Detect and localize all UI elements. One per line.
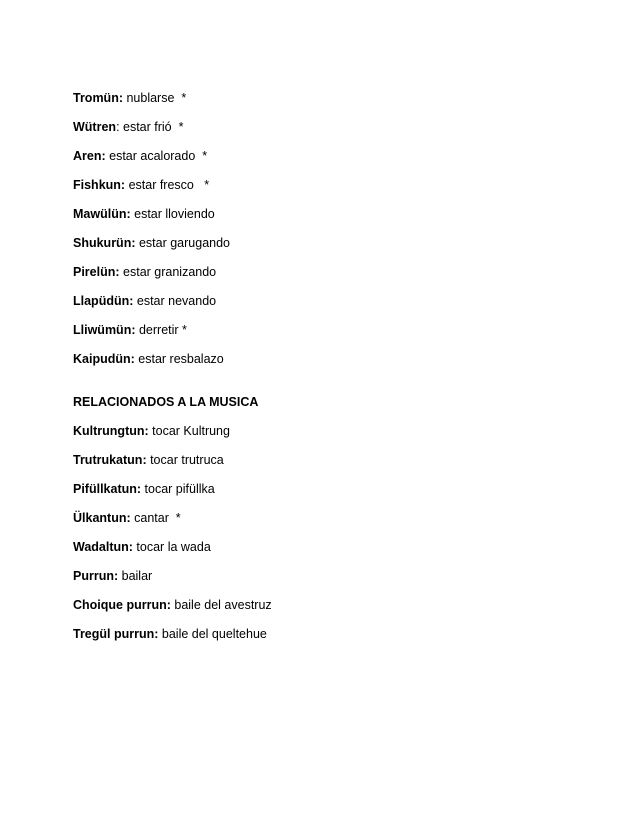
entry-definition: : estar frió * bbox=[116, 120, 184, 134]
section-heading-music: RELACIONADOS A LA MUSICA bbox=[73, 395, 259, 409]
vocab-entry-purrun bbox=[73, 568, 152, 584]
vocab-entry-pifullkatun bbox=[73, 481, 215, 497]
entry-definition: estar fresco * bbox=[125, 178, 210, 192]
entry-definition: tocar pifüllka bbox=[141, 482, 215, 496]
entry-term: Kaipudün: bbox=[73, 352, 135, 366]
entry-definition: baile del queltehue bbox=[158, 627, 267, 641]
vocab-entry-wadaltun bbox=[73, 539, 211, 555]
entry-term: Tregül purrun: bbox=[73, 627, 159, 641]
entry-definition: estar nevando bbox=[133, 294, 217, 308]
entry-term: Choique purrun: bbox=[73, 598, 171, 612]
vocab-entry-pirelun bbox=[73, 264, 216, 280]
entry-term: Shukurün: bbox=[73, 236, 136, 250]
entry-term: Pifüllkatun: bbox=[73, 482, 142, 496]
vocab-entry-kaipudun bbox=[73, 351, 224, 367]
entry-term: Wütren bbox=[73, 120, 117, 134]
vocab-entry-tregul-purrun bbox=[73, 626, 267, 642]
vocab-entry-aren bbox=[73, 148, 207, 164]
vocab-entry-llapudun bbox=[73, 293, 216, 309]
vocab-entry-choique-purrun bbox=[73, 597, 272, 613]
entry-term: Mawülün: bbox=[73, 207, 131, 221]
entry-definition: nublarse * bbox=[123, 91, 187, 105]
vocab-entry-tromun bbox=[73, 90, 186, 106]
vocab-entry-mawulun bbox=[73, 206, 215, 222]
vocab-entry-trutrukatun bbox=[73, 452, 224, 468]
entry-definition: estar resbalazo bbox=[134, 352, 224, 366]
entry-term: Tromün: bbox=[73, 91, 123, 105]
entry-definition: estar lloviendo bbox=[130, 207, 215, 221]
vocab-entry-shukurun bbox=[73, 235, 230, 251]
entry-term: Trutrukatun: bbox=[73, 453, 147, 467]
entry-term: Fishkun: bbox=[73, 178, 126, 192]
entry-definition: tocar Kultrung bbox=[148, 424, 230, 438]
entry-term: Ülkantun: bbox=[73, 511, 131, 525]
entry-definition: derretir * bbox=[135, 323, 187, 337]
entry-definition: estar garugando bbox=[135, 236, 231, 250]
entry-term: Wadaltun: bbox=[73, 540, 133, 554]
entry-definition: estar granizando bbox=[119, 265, 217, 279]
entry-term: Purrun: bbox=[73, 569, 119, 583]
entry-definition: estar acalorado * bbox=[105, 149, 208, 163]
vocab-entry-kultrungtun bbox=[73, 423, 230, 439]
entry-term: Kultrungtun: bbox=[73, 424, 149, 438]
entry-definition: tocar la wada bbox=[132, 540, 211, 554]
vocab-entry-ulkantun bbox=[73, 510, 181, 526]
entry-term: Pirelün: bbox=[73, 265, 120, 279]
vocab-entry-wutren bbox=[73, 119, 183, 135]
entry-definition: baile del avestruz bbox=[170, 598, 272, 612]
entry-definition: bailar bbox=[118, 569, 153, 583]
entry-term: Llapüdün: bbox=[73, 294, 134, 308]
entry-definition: cantar * bbox=[130, 511, 181, 525]
entry-term: Aren: bbox=[73, 149, 106, 163]
vocab-entry-lliwumun bbox=[73, 322, 187, 338]
vocab-entry-fishkun bbox=[73, 177, 209, 193]
entry-definition: tocar trutruca bbox=[146, 453, 224, 467]
entry-term: Lliwümün: bbox=[73, 323, 136, 337]
